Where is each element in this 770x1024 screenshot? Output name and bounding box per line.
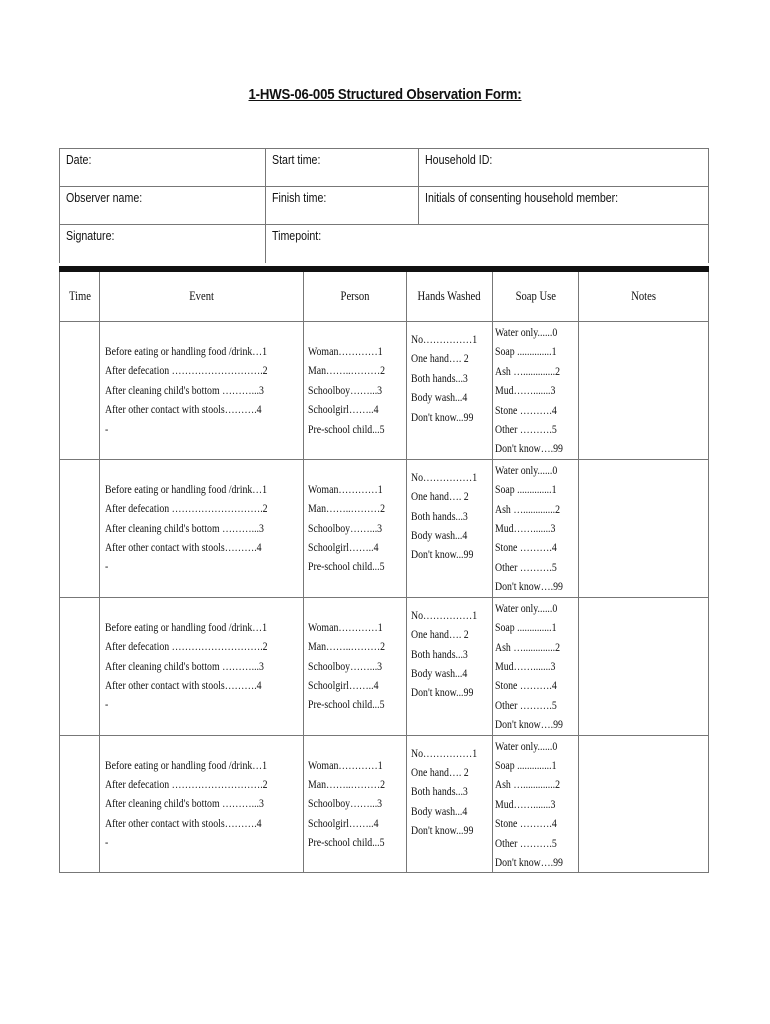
soap-option: Soap ..............1 [494,482,557,497]
person-option: Man……..………2 [308,776,386,791]
time-cell[interactable] [60,459,100,597]
soap-option: Water only......0 [494,600,558,615]
form-title: 1-HWS-06-005 Structured Observation Form: [248,86,522,103]
person-option: Schoolboy……...3 [308,382,383,397]
event-option: - [104,559,109,574]
soap-option: Water only......0 [494,462,558,477]
hands-washed-cell[interactable] [407,597,493,735]
event-option: Before eating or handling food /drink…1 [104,344,268,358]
event-option: After defecation ……………………….2 [104,776,268,791]
time-cell[interactable] [60,597,100,735]
signature-field[interactable] [60,225,266,263]
event-cell[interactable] [99,597,303,735]
event-cell[interactable] [99,735,303,873]
observer-name-label: Observer name: [66,191,143,205]
soap-option: Soap ..............1 [494,620,557,635]
soap-option: Stone ……….4 [494,540,557,555]
start-time-label: Start time: [271,153,320,167]
notes-cell[interactable] [578,735,708,873]
col-hands-washed: Hands Washed [407,272,493,322]
soap-option: Stone ……….4 [494,816,557,831]
soap-option: Ash ….............2 [494,363,560,378]
person-option: Pre-school child...5 [308,697,385,712]
event-option: Before eating or handling food /drink…1 [104,619,268,634]
event-option: - [104,421,109,436]
event-option: After defecation ……………………….2 [104,639,268,654]
person-option: Schoolgirl……..4 [308,540,379,555]
soap-use-cell[interactable] [492,459,578,597]
soap-option: Mud…….......3 [494,658,556,673]
hands-option: One hand…. 2 [411,489,469,504]
person-option: Pre-school child...5 [308,421,385,436]
person-option: Schoolboy……...3 [308,796,383,811]
soap-option: Don't know….99 [494,441,563,456]
person-cell[interactable] [304,597,407,735]
hands-option: Don't know...99 [411,409,474,424]
person-cell[interactable] [304,735,407,873]
event-cell[interactable] [99,322,303,460]
person-cell[interactable] [304,322,407,460]
soap-option: Ash ….............2 [494,639,560,654]
soap-option: Other ……….5 [494,697,557,712]
observation-table [59,272,709,873]
soap-option: Don't know….99 [494,854,563,869]
person-option: Woman…………1 [308,481,383,496]
observation-header-row [60,272,709,322]
time-cell[interactable] [60,735,100,873]
person-cell[interactable] [304,459,407,597]
time-cell[interactable] [60,322,100,460]
hands-option: Body wash...4 [411,390,468,405]
soap-option: Other ……….5 [494,559,557,574]
observation-row [60,597,709,735]
soap-use-cell[interactable] [492,735,578,873]
observer-name-field[interactable] [60,187,266,225]
event-option: After other contact with stools……….4 [104,402,262,417]
hands-option: Don't know...99 [411,685,474,700]
col-notes: Notes [578,272,708,322]
observation-row [60,322,709,460]
hands-option: Both hands...3 [411,646,469,661]
hands-washed-cell[interactable] [407,459,493,597]
observation-row [60,735,709,873]
observation-row [60,459,709,597]
hands-option: Body wash...4 [411,665,468,680]
hands-option: Both hands...3 [411,784,469,799]
soap-option: Mud…….......3 [494,521,556,536]
event-option: After other contact with stools……….4 [104,540,262,555]
hands-option: Body wash...4 [411,528,468,543]
soap-option: Other ……….5 [494,422,557,437]
person-option: Man……..………2 [308,363,386,378]
soap-option: Water only......0 [494,738,558,753]
soap-option: Other ……….5 [494,835,557,850]
initials-label: Initials of consenting household member: [425,191,619,205]
date-label: Date: [66,153,92,167]
start-time-field[interactable] [265,149,419,187]
hands-option: No……………1 [411,332,478,346]
timepoint-label: Timepoint: [271,229,321,243]
household-id-label: Household ID: [425,153,493,167]
hands-option: Both hands...3 [411,370,469,385]
event-option: After other contact with stools……….4 [104,677,262,692]
signature-label: Signature: [66,229,115,243]
col-person: Person [304,272,407,322]
soap-use-cell[interactable] [492,322,578,460]
notes-cell[interactable] [578,322,708,460]
date-field[interactable] [60,149,266,187]
person-option: Schoolboy……...3 [308,658,383,673]
person-option: Woman…………1 [308,619,383,634]
hands-option: No……………1 [411,745,478,760]
soap-option: Ash ….............2 [494,777,560,792]
col-event: Event [99,272,303,322]
person-option: Pre-school child...5 [308,559,385,574]
soap-option: Stone ……….4 [494,678,557,693]
event-cell[interactable] [99,459,303,597]
notes-cell[interactable] [578,597,708,735]
event-option: After other contact with stools……….4 [104,815,262,830]
col-soap-use: Soap Use [492,272,578,322]
person-option: Schoolgirl……..4 [308,815,379,830]
event-option: - [104,835,109,850]
soap-option: Soap ..............1 [494,757,557,772]
finish-time-field[interactable] [265,187,419,225]
event-option: After cleaning child's bottom ………...3 [104,658,264,673]
hands-option: Body wash...4 [411,803,468,818]
col-time: Time [60,272,100,322]
household-id-field[interactable] [419,149,709,187]
finish-time-label: Finish time: [271,191,326,205]
notes-cell[interactable] [578,459,708,597]
timepoint-field[interactable] [265,225,708,263]
event-option: After defecation ……………………….2 [104,501,268,516]
hands-option: Don't know...99 [411,547,474,562]
person-option: Man……..………2 [308,639,386,654]
hands-option: One hand…. 2 [411,627,469,642]
soap-option: Ash ….............2 [494,501,560,516]
person-option: Pre-school child...5 [308,835,385,850]
hands-option: Both hands...3 [411,508,469,523]
person-option: Schoolgirl……..4 [308,402,379,417]
soap-use-cell[interactable] [492,597,578,735]
event-option: After defecation ……………………….2 [104,363,268,378]
soap-option: Soap ..............1 [494,344,557,359]
soap-option: Don't know….99 [494,717,563,732]
person-option: Woman…………1 [308,344,383,358]
hands-option: One hand…. 2 [411,351,469,366]
person-option: Schoolboy……...3 [308,520,383,535]
event-option: Before eating or handling food /drink…1 [104,757,268,772]
hands-option: Don't know...99 [411,823,474,838]
hands-washed-cell[interactable] [407,735,493,873]
soap-option: Mud…….......3 [494,383,556,398]
event-option: After cleaning child's bottom ………...3 [104,520,264,535]
person-option: Schoolgirl……..4 [308,677,379,692]
hands-option: No……………1 [411,469,478,484]
hands-option: No……………1 [411,607,478,622]
soap-option: Water only......0 [494,325,558,339]
initials-field[interactable] [419,187,709,225]
event-option: Before eating or handling food /drink…1 [104,481,268,496]
header-table [59,148,709,263]
soap-option: Stone ……….4 [494,402,557,417]
soap-option: Don't know….99 [494,579,563,594]
hands-washed-cell[interactable] [407,322,493,460]
person-option: Man……..………2 [308,501,386,516]
hands-option: One hand…. 2 [411,764,469,779]
person-option: Woman…………1 [308,757,383,772]
event-option: - [104,697,109,712]
soap-option: Mud…….......3 [494,796,556,811]
event-option: After cleaning child's bottom ………...3 [104,382,264,397]
event-option: After cleaning child's bottom ………...3 [104,796,264,811]
